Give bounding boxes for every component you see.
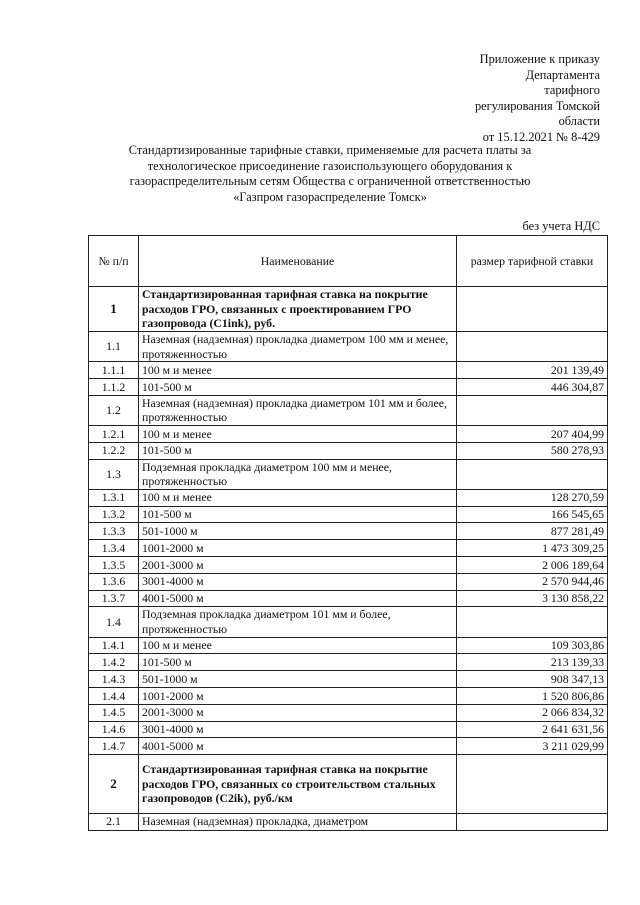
row-value: 2 006 189,64 [457,556,608,573]
tariff-table [88,235,608,831]
row-value [457,459,608,489]
row-value: 2 641 631,56 [457,721,608,738]
row-value [457,287,608,332]
header-line: от 15.12.2021 № 8-429 [482,129,600,144]
table-row [89,332,608,362]
row-number: 1.1 [89,332,139,362]
table-row [89,590,608,607]
row-number: 1.3.7 [89,590,139,607]
column-header-rate: размер тарифной ставки [457,236,608,287]
row-value: 580 278,93 [457,442,608,459]
row-number: 1.3.6 [89,573,139,590]
row-name: 100 м и менее [139,425,457,442]
title-line: технологическое присоединение газоиспользующего оборудования к [147,158,513,173]
row-value: 166 545,65 [457,506,608,523]
table-row [89,607,608,637]
row-name: 3001-4000 м [139,721,457,738]
table-row [89,671,608,688]
document-title [120,143,540,205]
row-name: 4001-5000 м [139,738,457,755]
row-value: 1 520 806,86 [457,687,608,704]
row-name: 100 м и менее [139,637,457,654]
column-header-name: Наименование [139,236,457,287]
row-name: 4001-5000 м [139,590,457,607]
row-number: 1.4.6 [89,721,139,738]
table-row [89,442,608,459]
row-value: 2 066 834,32 [457,704,608,721]
row-value: 1 473 309,25 [457,540,608,557]
row-name: Подземная прокладка диаметром 100 мм и менее, протяженностью [139,459,457,489]
table-header-row [89,236,608,287]
row-number: 1.4.3 [89,671,139,688]
row-value: 213 139,33 [457,654,608,671]
table-row [89,738,608,755]
table-row [89,721,608,738]
row-number: 1.4.5 [89,704,139,721]
header-line: Приложение к приказу [479,52,600,66]
row-value: 207 404,99 [457,425,608,442]
header-line: регулирования Томской [474,98,600,113]
table-row [89,459,608,489]
row-name: 3001-4000 м [139,573,457,590]
table-row [89,540,608,557]
row-value: 446 304,87 [457,378,608,395]
row-number: 1.2.1 [89,425,139,442]
row-name: 501-1000 м [139,671,457,688]
table-row [89,489,608,506]
row-number: 1.2.2 [89,442,139,459]
header-line: Департамента [525,67,600,82]
row-number: 1.4.1 [89,637,139,654]
table-row [89,755,608,814]
row-name: Наземная (надземная) прокладка диаметром 101 мм и более, протяженностью [139,395,457,425]
table-row [89,556,608,573]
table-row [89,378,608,395]
row-name: Стандартизированная тарифная ставка на покрытие расходов ГРО, связанных со строительством стальных газопроводов (C2ik), руб./км [139,755,457,814]
row-value [457,332,608,362]
table-row [89,425,608,442]
table-row [89,573,608,590]
row-number: 1.3.1 [89,489,139,506]
header-line: области [558,114,600,129]
column-header-number: № п/п [89,236,139,287]
row-number: 1.3 [89,459,139,489]
row-name: 1001-2000 м [139,687,457,704]
row-number: 2.1 [89,814,139,831]
table-row [89,704,608,721]
row-number: 1.4 [89,607,139,637]
row-name: 2001-3000 м [139,556,457,573]
row-number: 1.3.2 [89,506,139,523]
row-name: 100 м и менее [139,489,457,506]
row-value [457,755,608,814]
order-appendix-header [440,52,600,146]
row-name: Подземная прокладка диаметром 101 мм и более, протяженностью [139,607,457,637]
row-name: 101-500 м [139,654,457,671]
row-number: 1.1.2 [89,378,139,395]
table-row [89,506,608,523]
row-number: 1.2 [89,395,139,425]
row-value [457,814,608,831]
table-row [89,637,608,654]
table-row [89,395,608,425]
row-value: 2 570 944,46 [457,573,608,590]
row-number: 1.3.4 [89,540,139,557]
row-value [457,607,608,637]
row-value: 908 347,13 [457,671,608,688]
row-name: 100 м и менее [139,362,457,379]
table-row [89,523,608,540]
row-name: 101-500 м [139,378,457,395]
table-row [89,654,608,671]
table-row [89,814,608,831]
row-number: 1.1.1 [89,362,139,379]
row-name: Наземная (надземная) прокладка диаметром 100 мм и менее, протяженностью [139,332,457,362]
row-value: 3 130 858,22 [457,590,608,607]
title-line: Стандартизированные тарифные ставки, применяемые для расчета платы за [128,143,532,157]
row-value: 109 303,86 [457,637,608,654]
table-body [89,287,608,831]
row-number: 1.3.5 [89,556,139,573]
row-number: 2 [89,755,139,814]
title-line: «Газпром газораспределение Томск» [233,189,427,204]
table-row [89,362,608,379]
title-line: газораспределительным сетям Общества с ограниченной ответственностью [129,174,531,189]
row-name: 2001-3000 м [139,704,457,721]
row-value: 877 281,49 [457,523,608,540]
table-row [89,287,608,332]
row-value: 3 211 029,99 [457,738,608,755]
row-number: 1 [89,287,139,332]
row-value: 201 139,49 [457,362,608,379]
row-number: 1.4.7 [89,738,139,755]
table-row [89,687,608,704]
row-name: 101-500 м [139,506,457,523]
row-number: 1.4.2 [89,654,139,671]
row-name: Наземная (надземная) прокладка, диаметром [139,814,457,831]
row-value [457,395,608,425]
row-name: 1001-2000 м [139,540,457,557]
row-name: 501-1000 м [139,523,457,540]
row-name: Стандартизированная тарифная ставка на покрытие расходов ГРО, связанных с проектированием ГРО газопровода (C1ink), руб. [139,287,457,332]
row-number: 1.3.3 [89,523,139,540]
header-line: тарифного [544,83,600,98]
vat-note: без учета НДС [522,219,600,233]
row-value: 128 270,59 [457,489,608,506]
row-number: 1.4.4 [89,687,139,704]
row-name: 101-500 м [139,442,457,459]
